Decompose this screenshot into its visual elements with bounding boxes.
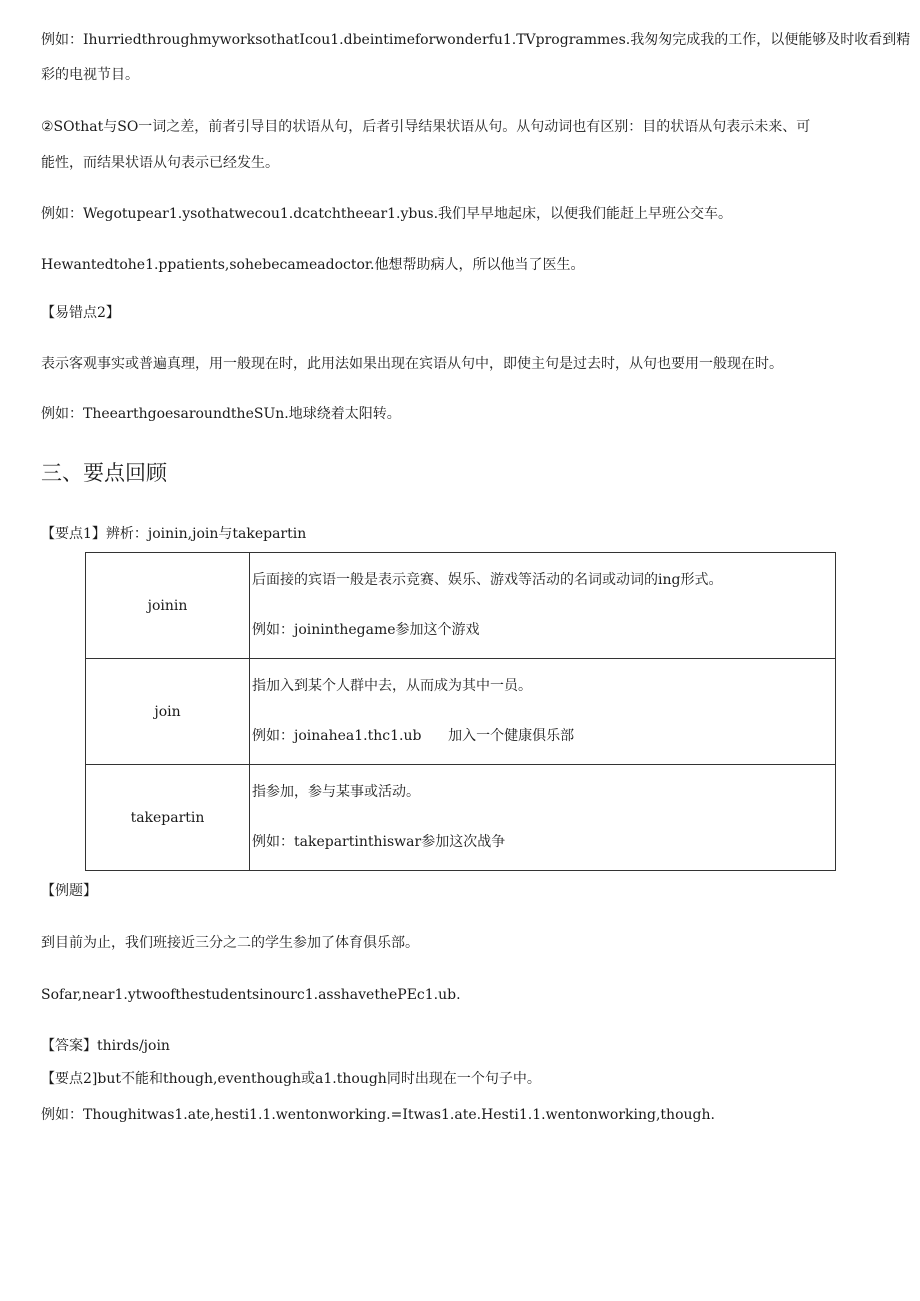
answer-line: 【答案】thirds/join [41,1038,170,1054]
paragraph-line: 表示客观事实或普遍真理，用一般现在时，此用法如果出现在宾语从句中，即使主句是过去时，从句也要用一般现在时。 [41,356,783,372]
example-question: 到目前为止，我们班接近三分之二的学生参加了体育俱乐部。 [41,935,419,951]
table-desc-text: 后面接的宾语一般是表示竞赛、娱乐、游戏等活动的名词或动词的ing形式。 [252,572,723,588]
table-term-cell: join [86,659,250,765]
point2-example: 例如：Thoughitwas1.ate,hesti1.1.wentonworking.=Itwas1.ate.Hesti1.1.wentonworking,though. [41,1107,715,1123]
table-example-text: 例如：takepartinthiswar参加这次战争 [252,834,506,850]
point2-title: 【要点2]but不能和though,eventhough或a1.though同时出现在一个句子中。 [41,1071,541,1087]
paragraph-line: ②SOthat与SO一词之差，前者引导目的状语从句，后者引导结果状语从句。从句动词也有区别：目的状语从句表示未来、可 [41,119,811,135]
table-desc-text: 指参加，参与某事或活动。 [252,784,420,800]
table-desc-cell [250,765,836,871]
paragraph-line: Hewantedtohe1.ppatients,sohebecameadoctor.他想帮助病人，所以他当了医生。 [41,257,585,273]
table-row [86,765,836,871]
table-term-cell: takepartin [86,765,250,871]
example-title: 【例题】 [41,883,97,899]
table-example-text: 例如：joininthegame参加这个游戏 [252,622,480,638]
table-desc-text: 指加入到某个人群中去，从而成为其中一员。 [252,678,532,694]
table-desc-cell [250,553,836,659]
paragraph-line: 例如：Wegotupear1.ysothatwecou1.dcatchtheear1.ybus.我们早早地起床，以便我们能赶上早班公交车。 [41,206,733,222]
paragraph-line: 能性，而结果状语从句表示已经发生。 [41,155,279,171]
table-term-cell: joinin [86,553,250,659]
comparison-table [85,552,836,871]
table-row [86,659,836,765]
table-row [86,553,836,659]
paragraph-line: 例如：TheearthgoesaroundtheSUn.地球绕着太阳转。 [41,406,401,422]
section-heading: 三、要点回顾 [41,461,167,485]
paragraph-line: 彩的电视节目。 [41,67,139,83]
example-sentence: Sofar,near1.ytwoofthestudentsinourc1.asshavethePEc1.ub. [41,987,461,1003]
point1-title: 【要点1】辨析：joinin,join与takepartin [41,526,307,542]
paragraph-line: 例如：IhurriedthroughmyworksothatIcou1.dbeintimeforwonderfu1.TVprogrammes.我匆匆完成我的工作，以便能够及时收看到精 [41,32,911,48]
table-example-text: 例如：joinahea1.thc1.ub 加入一个健康俱乐部 [252,728,575,744]
table-desc-cell [250,659,836,765]
error-point-label: 【易错点2】 [41,305,120,321]
